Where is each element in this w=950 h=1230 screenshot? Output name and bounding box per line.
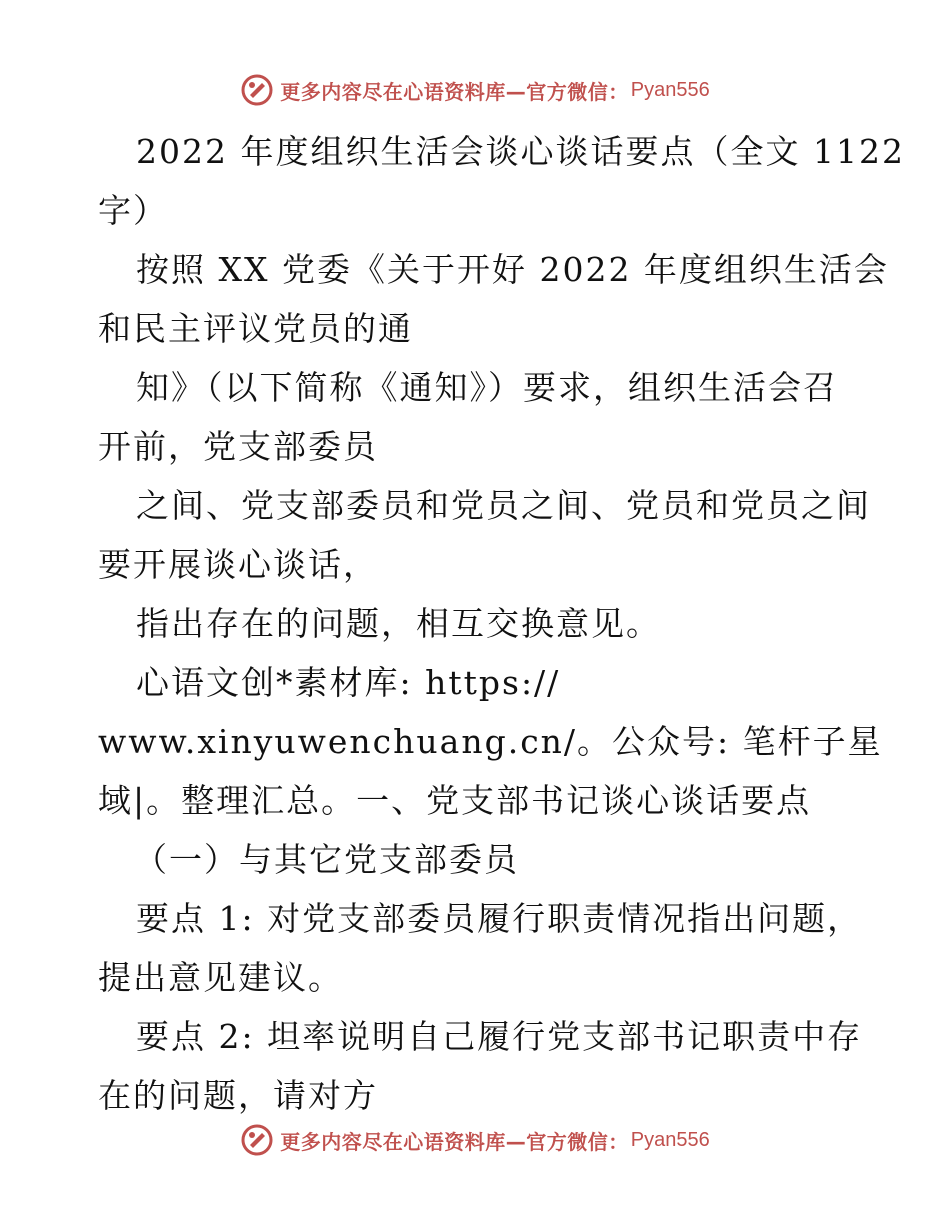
paragraph-line: 按照 XX 党委《关于开好 2022 年度组织生活会 (136, 250, 889, 289)
paragraph-line: 指出存在的问题，相互交换意见。 (136, 604, 661, 643)
paragraph-line: 要开展谈心谈话， (98, 545, 378, 584)
paragraph-line: 要点 1: 对党支部委员履行职责情况指出问题， (136, 899, 863, 938)
watermark-contact: Pyan556 (630, 1128, 710, 1151)
logo-icon (240, 73, 274, 107)
paragraph-line: 开前，党支部委员 (98, 427, 378, 466)
paragraph-line: 之间、党支部委员和党员之间、党员和党员之间 (136, 486, 871, 525)
watermark-text: 更多内容尽在心语资料库—官方微信： (280, 1129, 629, 1154)
paragraph-line: 域|。整理汇总。一、党支部书记谈心谈话要点 (98, 781, 812, 820)
watermark-contact: Pyan556 (630, 78, 710, 101)
paragraph-line: 知》（以下简称《通知》）要求，组织生活会召 (136, 368, 838, 407)
watermark-footer (0, 1120, 950, 1160)
paragraph-line: 心语文创*素材库: https:// (136, 663, 561, 702)
document-body (98, 122, 905, 1125)
paragraph-line: 在的问题，请对方 (98, 1076, 378, 1115)
paragraph-line: 要点 2: 坦率说明自己履行党支部书记职责中存 (136, 1017, 863, 1056)
section-heading: （一）与其它党支部委员 (134, 840, 519, 879)
paragraph-line: 和民主评议党员的通 (98, 309, 413, 348)
document-title-line: 2022 年度组织生活会谈心谈话要点（全文 1122 (136, 132, 905, 171)
paragraph-line: 提出意见建议。 (98, 958, 343, 997)
watermark-header (0, 70, 950, 110)
logo-icon (240, 1123, 274, 1157)
watermark-text: 更多内容尽在心语资料库—官方微信： (280, 79, 629, 104)
paragraph-line: www.xinyuwenchuang.cn/。公众号: 笔杆子星 (98, 722, 883, 761)
document-title-line-cont: 字） (98, 191, 168, 230)
